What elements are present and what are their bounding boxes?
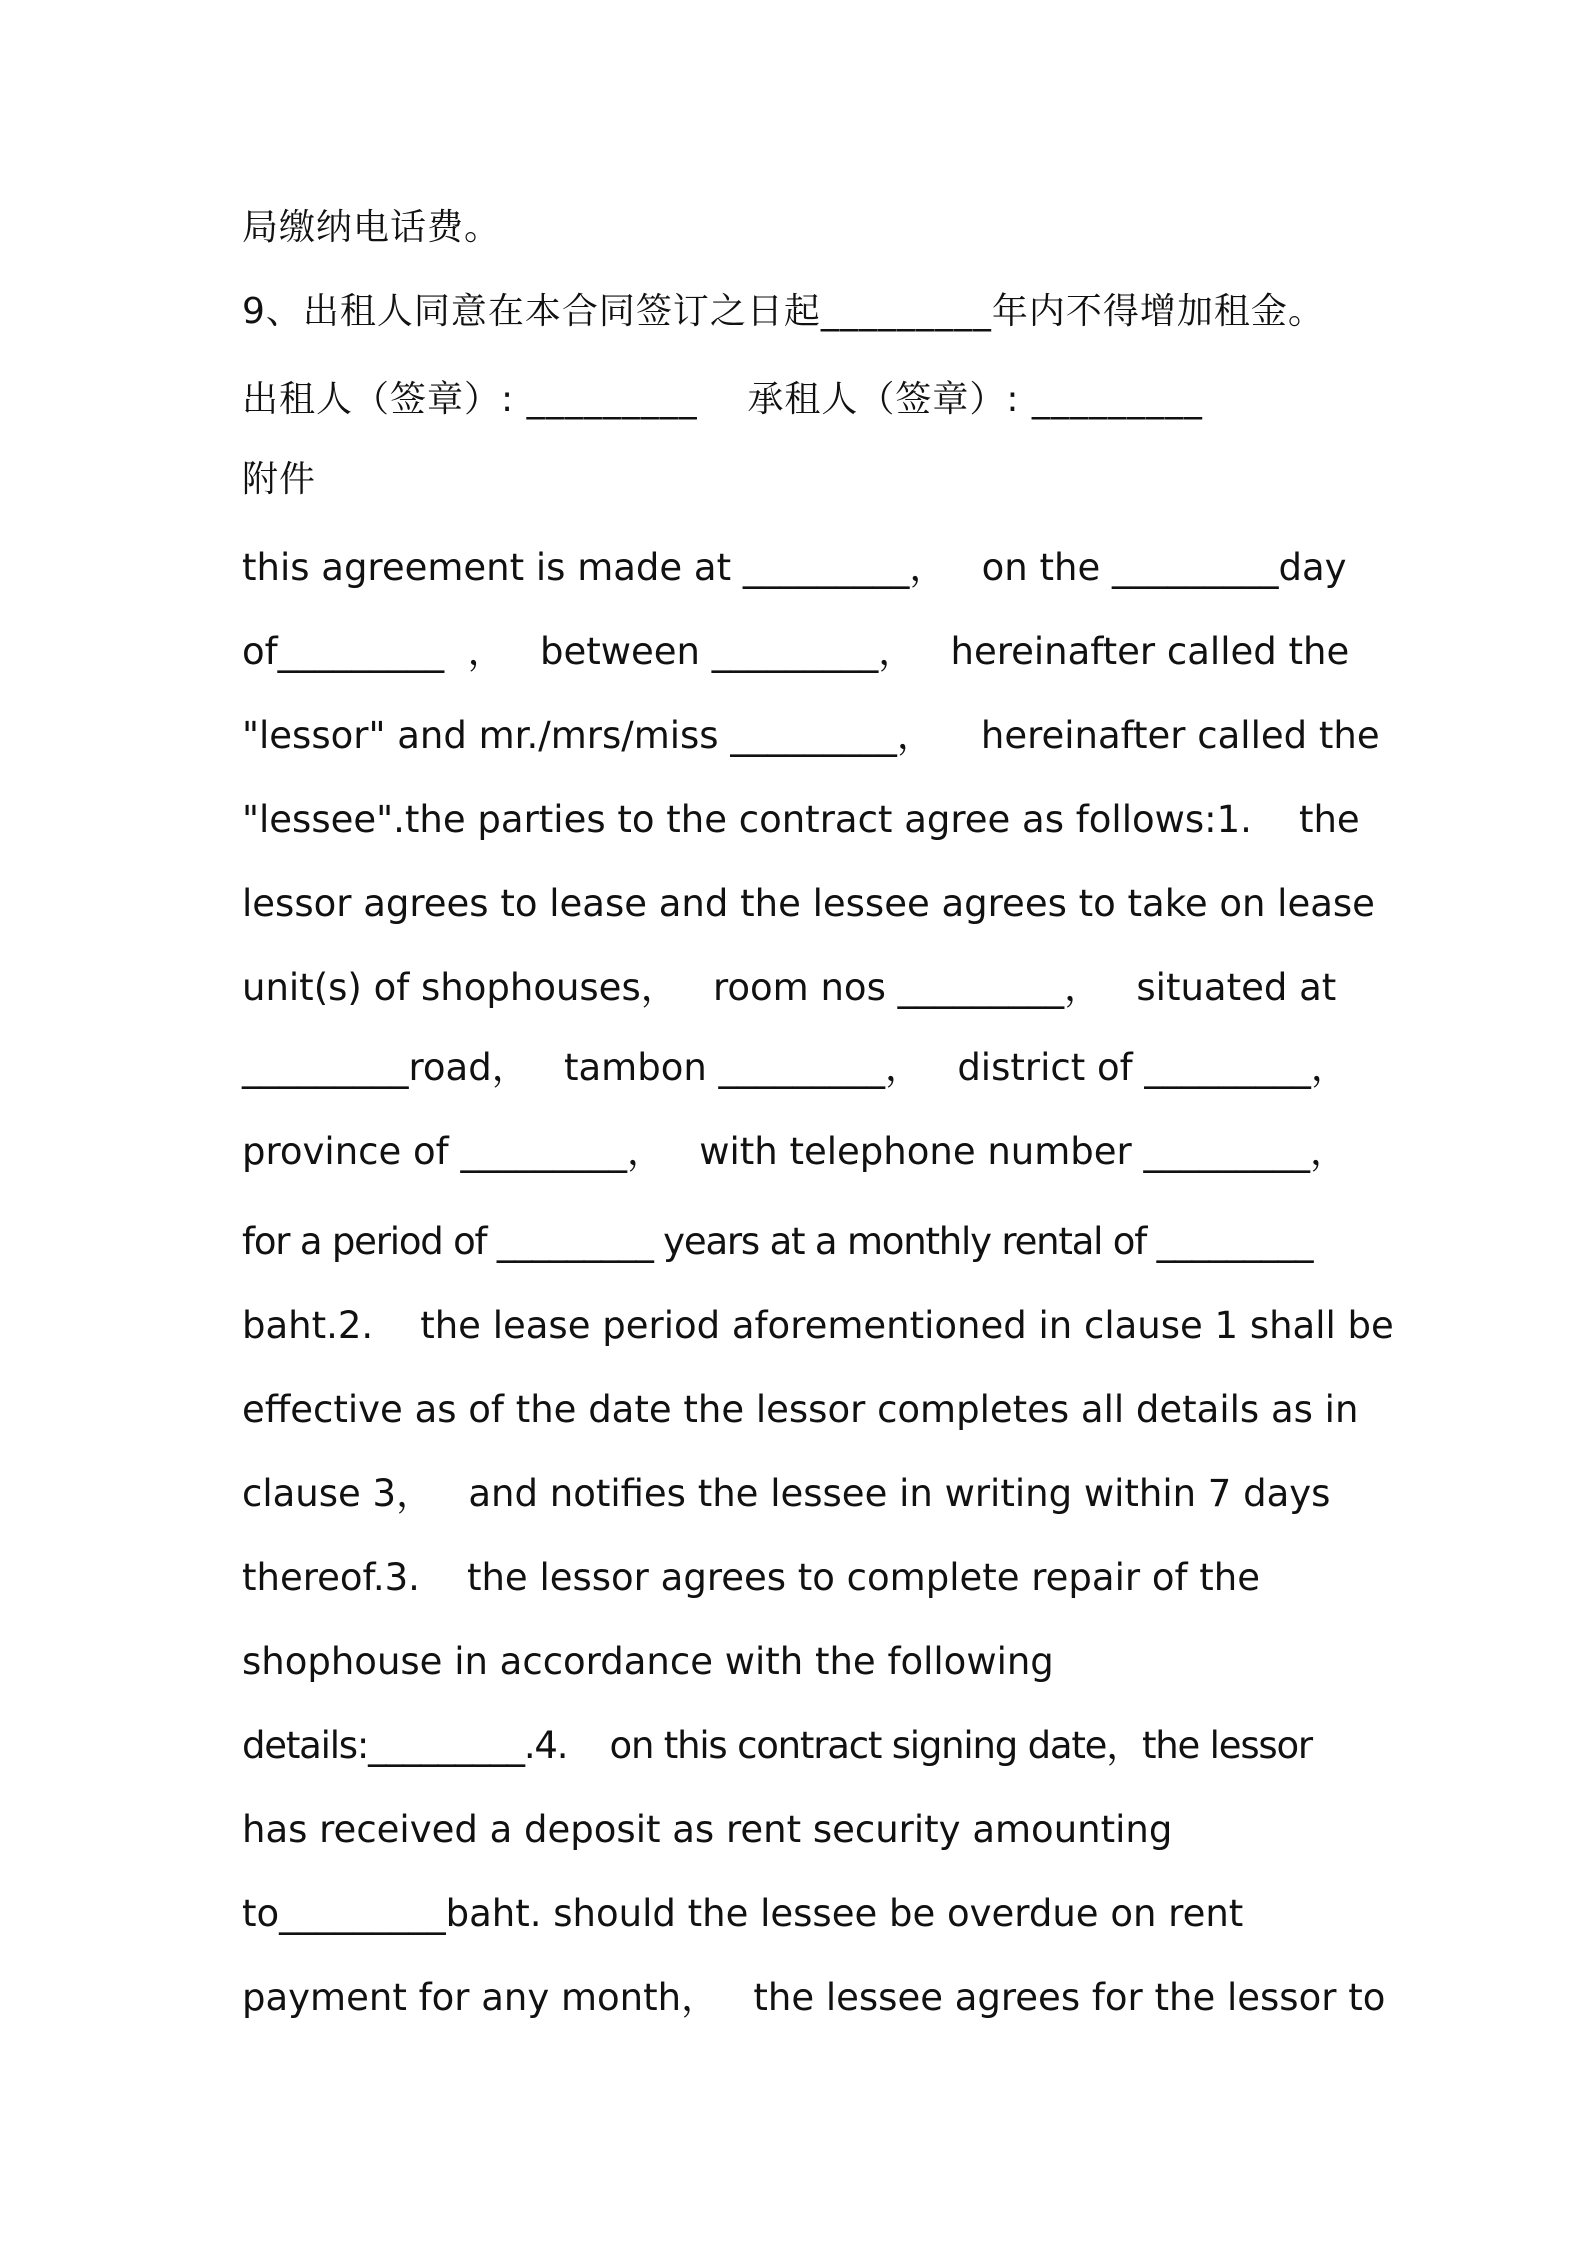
- english-line-17: to_________baht. should the lessee be overdue on rent: [242, 1892, 1244, 1935]
- english-line-9: for a period of _________ years at a monthly rental of _________: [242, 1220, 1313, 1263]
- english-line-2: of_________ ， between _________， hereinafter called the: [242, 630, 1350, 673]
- clause-9-rent-increase: 9、出租人同意在本合同签订之日起_________年内不得增加租金。: [242, 291, 1325, 332]
- english-line-16: has received a deposit as rent security amounting: [242, 1808, 1173, 1851]
- english-line-10: baht.2. the lease period aforementioned in clause 1 shall be: [242, 1304, 1394, 1347]
- english-line-18: payment for any month， the lessee agrees for the lessor to: [242, 1976, 1386, 2019]
- attachment-heading: 附件: [242, 459, 317, 500]
- english-line-3: "lessor" and mr./mrs/miss _________， hereinafter called the: [242, 714, 1380, 757]
- english-line-7: _________road， tambon _________， district of _________，: [242, 1046, 1348, 1089]
- chinese-text-line-phone-fee: 局缴纳电话费。: [242, 207, 502, 248]
- english-line-1: this agreement is made at _________， on the _________day: [242, 546, 1347, 589]
- english-line-4: "lessee".the parties to the contract agree as follows:1. the: [242, 798, 1360, 841]
- english-line-13: thereof.3. the lessor agrees to complete repair of the: [242, 1556, 1260, 1599]
- english-line-14: shophouse in accordance with the following: [242, 1640, 1054, 1683]
- english-line-6: unit(s) of shophouses， room nos _________， situated at: [242, 966, 1337, 1009]
- english-line-15: details:_________.4. on this contract signing date，the lessor: [242, 1724, 1312, 1767]
- signature-line: 出租人（签章）: _________ 承租人（签章）: _________: [242, 379, 1203, 420]
- english-line-8: province of _________， with telephone number _________，: [242, 1130, 1348, 1173]
- english-line-5: lessor agrees to lease and the lessee agrees to take on lease: [242, 882, 1375, 925]
- english-line-11: effective as of the date the lessor completes all details as in: [242, 1388, 1359, 1431]
- english-line-12: clause 3， and notifies the lessee in writing within 7 days: [242, 1472, 1331, 1515]
